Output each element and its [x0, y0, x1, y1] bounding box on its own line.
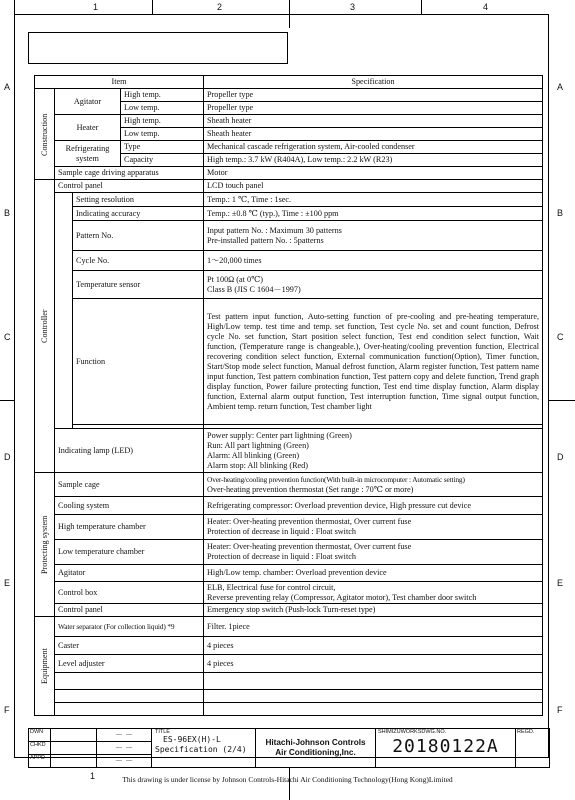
zone-row-b-right: B	[557, 208, 564, 218]
company-name-1: Hitachi-Johnson Controls	[265, 738, 366, 747]
high-temp-chamber-value	[204, 515, 543, 540]
agitator-low-value: Propeller type	[204, 102, 543, 115]
protect-agitator-value: High/Low temp. chamber: Overload prevention device	[204, 565, 543, 582]
drawing-title-1: ES-96EX(H)-L	[163, 735, 221, 744]
empty-row-value	[204, 703, 543, 716]
drawing-number: 20180122A	[392, 736, 499, 757]
function-label: Function	[73, 299, 204, 425]
pattern-no-value	[204, 221, 543, 251]
empty-row	[55, 703, 204, 716]
cycle-no-value: 1～20,000 times	[204, 251, 543, 271]
low-temp-chamber-label: Low temperature chamber	[55, 540, 204, 565]
header-item: Item	[35, 76, 204, 89]
appd-label: APPD	[29, 755, 51, 768]
zone-row-f-left: F	[4, 705, 10, 715]
temperature-sensor-value	[204, 271, 543, 299]
title-block	[28, 728, 550, 768]
frame-tick	[289, 0, 290, 28]
sample-cage-value	[204, 473, 543, 497]
zone-col-2: 2	[217, 2, 223, 12]
temperature-sensor-label: Temperature sensor	[73, 271, 204, 299]
agitator-label: Agitator	[55, 89, 121, 115]
low-temp-chamber-value-line: Protection of decrease in liquid : Float switch	[207, 552, 356, 561]
indicating-lamp-value-line: Run: All part lightning (Green)	[207, 440, 309, 450]
zone-col-1: 1	[93, 2, 99, 12]
dwn-value: － －	[97, 729, 152, 742]
drawing-title-2: Specification (2/4)	[155, 745, 247, 754]
refrigerating-capacity-label: Capacity	[121, 154, 204, 167]
zone-col-4: 4	[483, 2, 489, 12]
appd-value: － －	[97, 755, 152, 768]
control-box-value-line: ELB, Electrical fuse for control circuit,	[207, 582, 336, 592]
zone-col-3: 3	[350, 2, 356, 12]
protect-control-panel-label: Control panel	[55, 604, 204, 617]
caster-value: 4 pieces	[204, 637, 543, 655]
indicating-lamp-label: Indicating lamp (LED)	[55, 429, 204, 473]
protect-control-panel-value: Emergency stop switch (Push-lock Turn-reset type)	[204, 604, 543, 617]
zone-row-b-left: B	[4, 208, 11, 218]
empty-row	[55, 673, 204, 690]
section-controller: Controller	[35, 180, 55, 473]
regd-label: REGD.	[516, 729, 550, 768]
protect-agitator-label: Agitator	[55, 565, 204, 582]
section-equipment: Equipment	[35, 617, 55, 716]
setting-resolution-label: Setting resolution	[73, 193, 204, 207]
pattern-no-value-line: Input pattern No. : Maximum 30 patterns	[207, 225, 342, 235]
frame-tick	[289, 768, 290, 800]
caster-label: Caster	[55, 637, 204, 655]
header-specification: Specification	[204, 76, 543, 89]
heater-label: Heater	[55, 115, 121, 141]
refrigerating-label: Refrigerating system	[55, 141, 121, 167]
frame-tick	[152, 0, 153, 14]
cage-drive-value: Motor	[204, 167, 543, 180]
empty-row	[55, 690, 204, 703]
zone-row-d-left: D	[4, 452, 11, 462]
control-box-value	[204, 582, 543, 604]
water-separator-value: Filter. 1piece	[204, 617, 543, 637]
level-adjuster-label: Level adjuster	[55, 655, 204, 673]
zone-row-e-right: E	[557, 578, 564, 588]
pattern-no-label: Pattern No.	[73, 221, 204, 251]
agitator-high-value: Propeller type	[204, 89, 543, 102]
section-protecting: Protecting system	[35, 473, 55, 617]
heater-high-label: High temp.	[121, 115, 204, 128]
section-construction: Construction	[35, 89, 55, 180]
pattern-no-value-line: Pre-installed pattern No. : 5patterns	[207, 235, 324, 245]
chkd-value: － －	[97, 742, 152, 755]
temperature-sensor-value-line: Pt 100Ω (at 0℃)	[207, 274, 263, 284]
cooling-system-label: Cooling system	[55, 497, 204, 515]
function-value: Test pattern input function, Auto-setting function of pre-cooling and pre-heating temperature, High/Low temp. test time and temp. set function, Test cycle No. set and count function, Defrost cycle No. set function, Start position select function, Test end condition select function, Wait function, (Temperature range is changeable.), Over-heating/cooling prevention function, Electrical recovering condition select function, External communication function(Option), Timer function, Start/Stop mode select function, Manual defrost function, Alarm register function, Test pattern name input function, Test pattern combination function, Test pattern copy and delete function, Trend graph display function, Power failure protecting function, Test end time display function, Alarm display function, External alarm output function, Test interruption function, Time signal output function, Ambient temp. return function, Test chamber light	[204, 299, 543, 425]
heater-low-value: Sheath heater	[204, 128, 543, 141]
empty-row-value	[204, 673, 543, 690]
control-box-label: Control box	[55, 582, 204, 604]
zone-row-c-left: C	[4, 332, 11, 342]
indicating-accuracy-label: Indicating accuracy	[73, 207, 204, 221]
frame-tick	[549, 400, 575, 401]
revision-box	[28, 32, 288, 64]
low-temp-chamber-value	[204, 540, 543, 565]
frame-tick	[0, 400, 14, 401]
level-adjuster-value: 4 pieces	[204, 655, 543, 673]
zone-row-a-right: A	[557, 82, 564, 92]
indicating-lamp-value-line: Power supply: Center part lightning (Green)	[207, 430, 352, 440]
heater-high-value: Sheath heater	[204, 115, 543, 128]
specification-table	[34, 75, 543, 716]
high-temp-chamber-value-line: Protection of decrease in liquid : Float switch	[207, 527, 356, 536]
company-name-2: Air Conditioning,Inc.	[275, 748, 356, 757]
temperature-sensor-value-line: Class B (JIS C 1604－1997)	[207, 284, 301, 294]
title-label: TITLE	[155, 729, 170, 735]
indicating-accuracy-value: Temp.: ±0.8 ℃ (typ.), Time : ±100 ppm	[204, 207, 543, 221]
zone-row-e-left: E	[4, 578, 11, 588]
control-panel-value: LCD touch panel	[204, 180, 543, 193]
cycle-no-label: Cycle No.	[73, 251, 204, 271]
dwn-label: DWN	[29, 729, 51, 742]
cage-drive-label: Sample cage driving apparatus	[55, 167, 204, 180]
water-separator-label: Water separator (For collection liquid) *9	[55, 617, 204, 637]
high-temp-chamber-label: High temperature chamber	[55, 515, 204, 540]
zone-row-f-right: F	[557, 705, 563, 715]
zone-col-1-bottom: 1	[90, 771, 96, 781]
refrigerating-type-value: Mechanical cascade refrigeration system, Air-cooled condenser	[204, 141, 543, 154]
refrigerating-type-label: Type	[121, 141, 204, 154]
indicating-lamp-value	[204, 429, 543, 473]
control-panel-label: Control panel	[55, 180, 204, 193]
dwg-no-label: SHIMIZUWORKSDWG.NO.	[378, 729, 447, 735]
zone-row-c-right: C	[557, 332, 564, 342]
sample-cage-label: Sample cage	[55, 473, 204, 497]
indicating-lamp-value-line: Alarm: All blinking (Green)	[207, 450, 300, 460]
sample-cage-value-line: Over-heating/cooling prevention function(With built-in microcomputer : Automatic setting)	[207, 474, 465, 484]
indicating-lamp-value-line: Alarm stop: All blinking (Red)	[207, 460, 308, 470]
cooling-system-value: Refrigerating compressor: Overload prevention device, High pressure cut device	[204, 497, 543, 515]
agitator-high-label: High temp.	[121, 89, 204, 102]
frame-tick	[421, 0, 422, 14]
empty-row-value	[204, 690, 543, 703]
zone-row-a-left: A	[4, 82, 11, 92]
agitator-low-label: Low temp.	[121, 102, 204, 115]
frame-tick	[14, 0, 15, 14]
zone-row-d-right: D	[557, 452, 564, 462]
license-footer: This drawing is under license by Johnson Controls-Hitachi Air Conditioning Technology(Hong Kong)Limited	[122, 775, 453, 784]
sample-cage-value-line: Over-heating prevention thermostat (Set range : 70℃ or more)	[207, 484, 414, 494]
refrigerating-capacity-value: High temp.: 3.7 kW (R404A), Low temp.: 2.2 kW (R23)	[204, 154, 543, 167]
chkd-label: CHKD	[29, 742, 51, 755]
low-temp-chamber-value-line: Heater: Over-heating prevention thermostat, Over current fuse	[207, 542, 412, 551]
heater-low-label: Low temp.	[121, 128, 204, 141]
setting-resolution-value: Temp.: 1 ℃, Time : 1sec.	[204, 193, 543, 207]
high-temp-chamber-value-line: Heater: Over-heating prevention thermostat, Over current fuse	[207, 517, 412, 526]
control-box-value-line: Reverse preventing relay (Compressor, Agitator motor), Test chamber door switch	[207, 592, 477, 602]
